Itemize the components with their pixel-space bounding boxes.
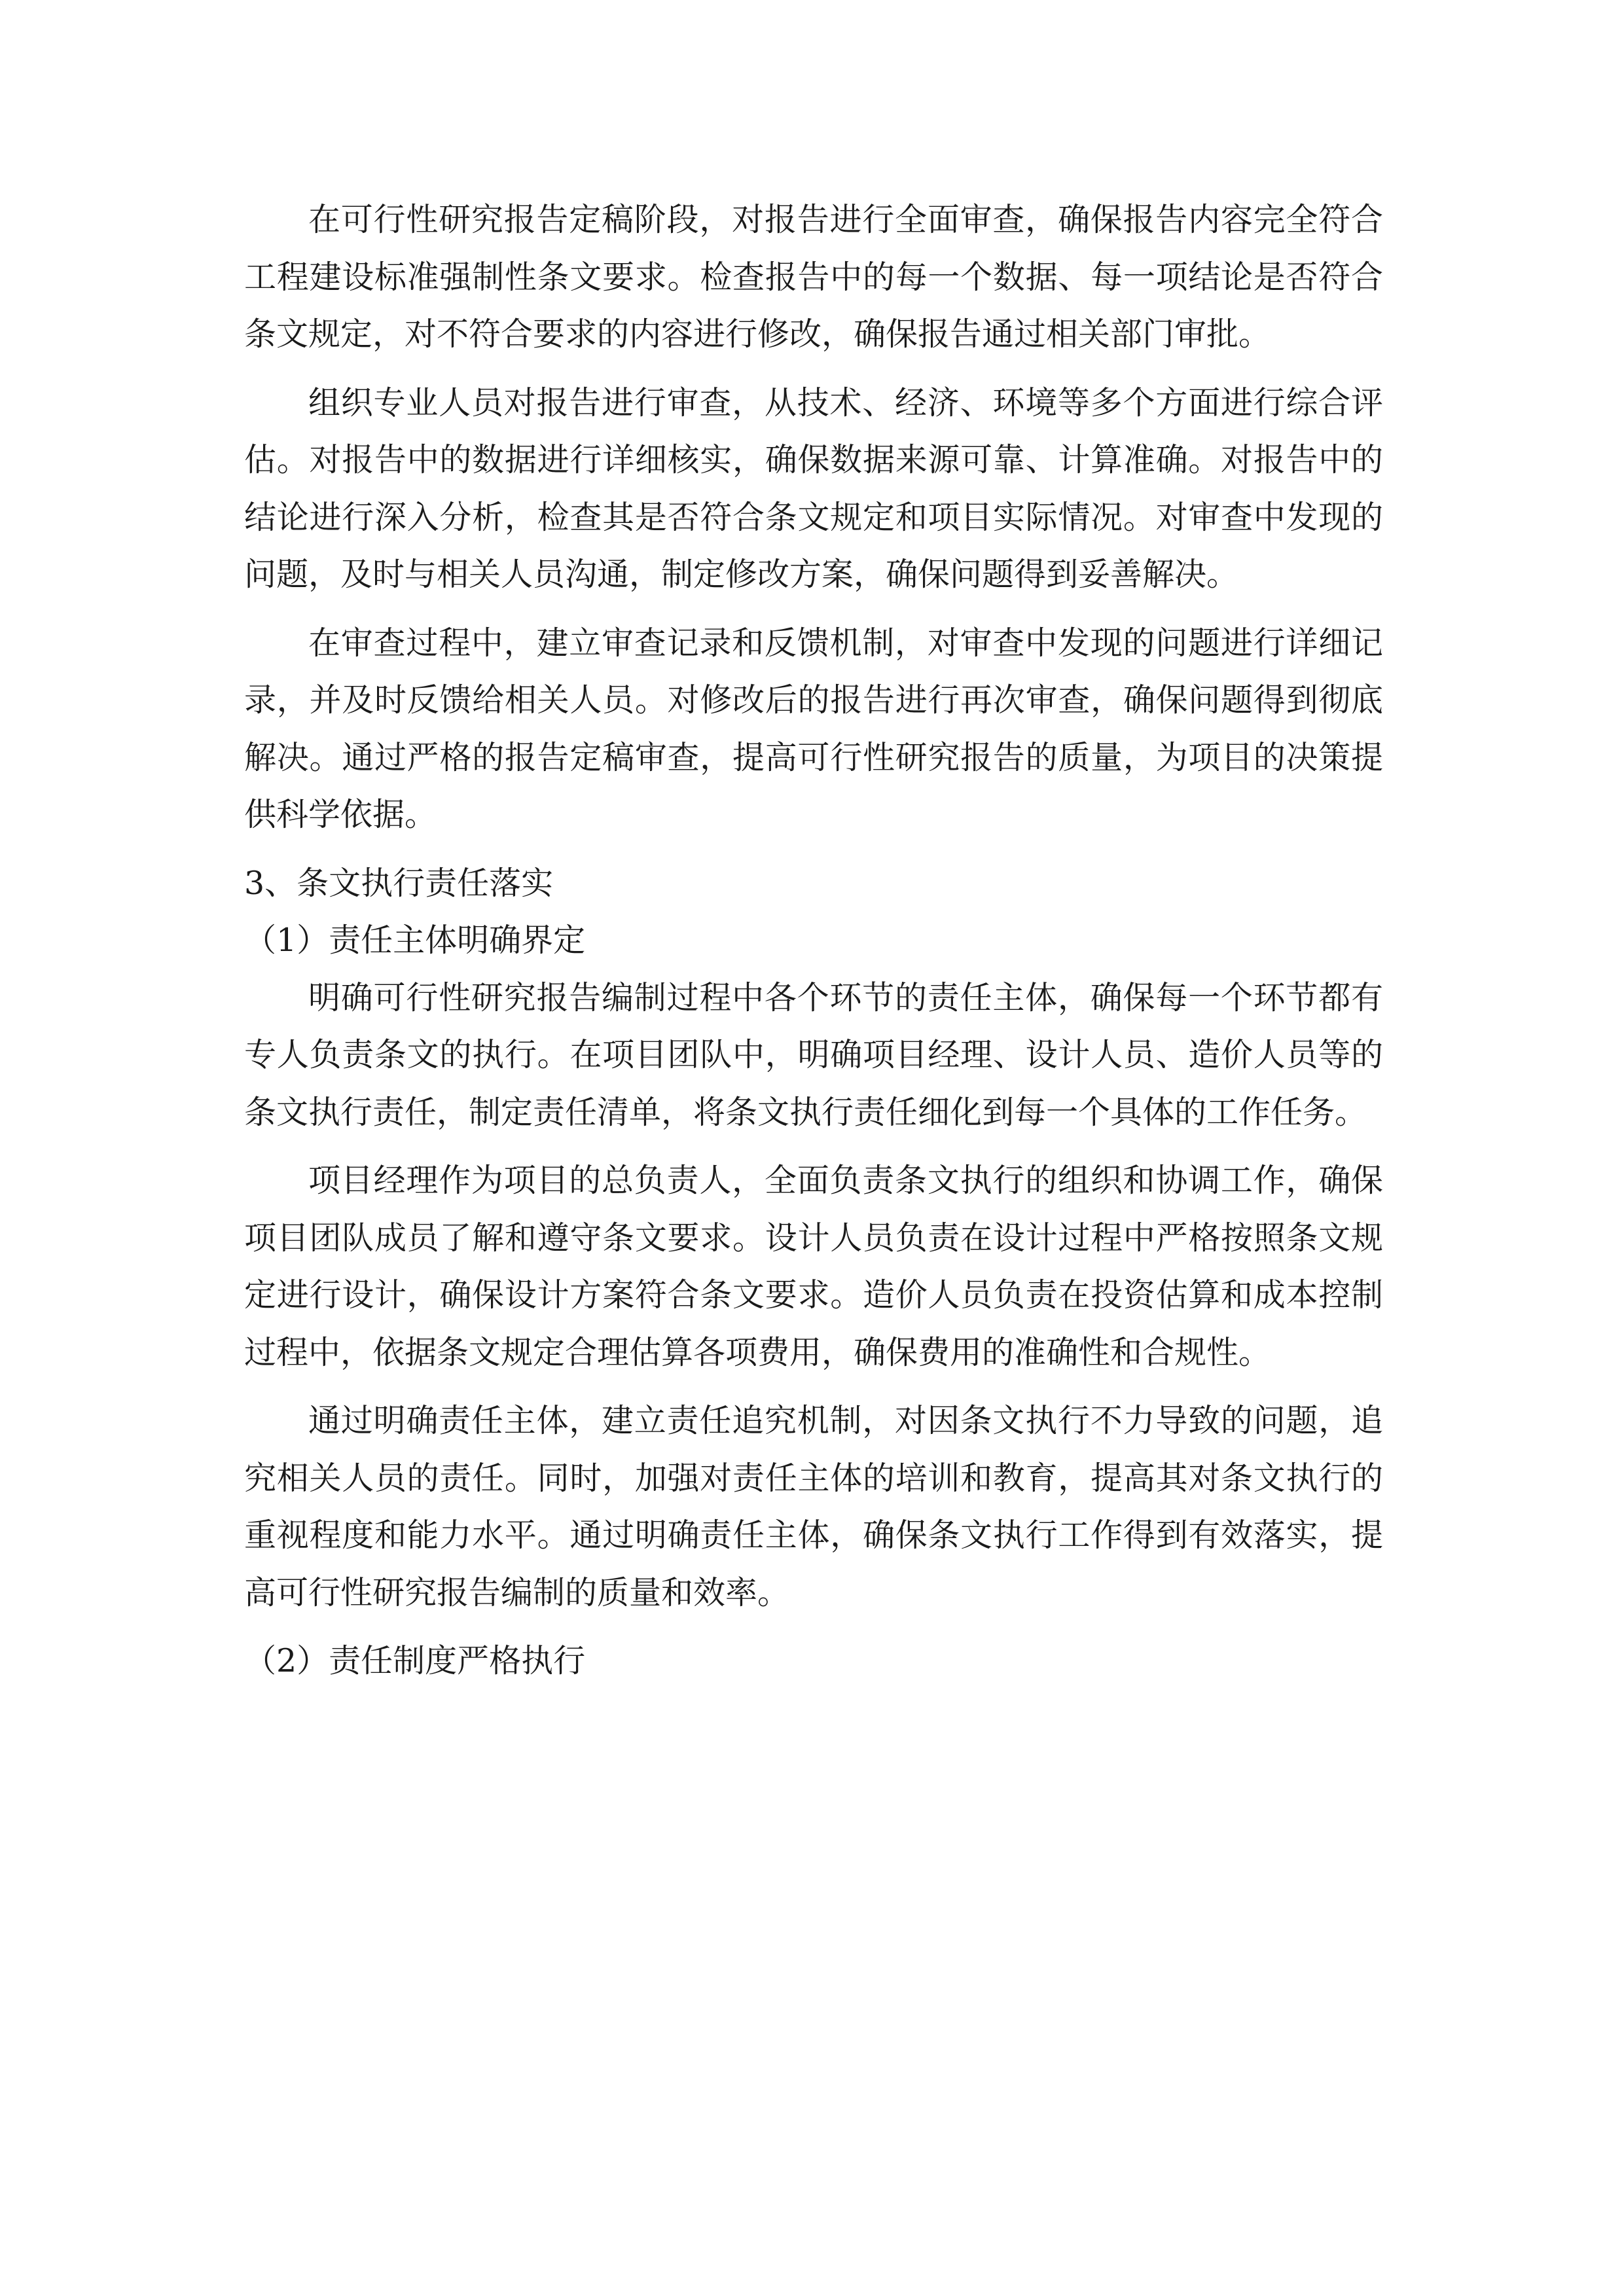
body-paragraph: 在审查过程中，建立审查记录和反馈机制，对审查中发现的问题进行详细记录，并及时反馈给相关人员。对修改后的报告进行再次审查，确保问题得到彻底解决。通过严格的报告定稿审查，提高可行性研究报告的质量，为项目的决策提供科学依据。 <box>244 624 1383 833</box>
body-paragraph: 项目经理作为项目的总负责人，全面负责条文执行的组织和协调工作，确保项目团队成员了解和遵守条文要求。设计人员负责在设计过程中严格按照条文规定进行设计，确保设计方案符合条文要求。造价人员负责在投资估算和成本控制过程中，依据条文规定合理估算各项费用，确保费用的准确性和合规性。 <box>244 1162 1383 1371</box>
document-body <box>244 191 1383 1690</box>
body-paragraph: 明确可行性研究报告编制过程中各个环节的责任主体，确保每一个环节都有专人负责条文的执行。在项目团队中，明确项目经理、设计人员、造价人员等的条文执行责任，制定责任清单，将条文执行责任细化到每一个具体的工作任务。 <box>244 978 1383 1131</box>
body-paragraph: 通过明确责任主体，建立责任追究机制，对因条文执行不力导致的问题，追究相关人员的责任。同时，加强对责任主体的培训和教育，提高其对条文执行的重视程度和能力水平。通过明确责任主体，确保条文执行工作得到有效落实，提高可行性研究报告编制的质量和效率。 <box>244 1402 1383 1611</box>
subsection-heading: （2）责任制度严格执行 <box>244 1642 586 1679</box>
body-paragraph: 组织专业人员对报告进行审查，从技术、经济、环境等多个方面进行综合评估。对报告中的数据进行详细核实，确保数据来源可靠、计算准确。对报告中的结论进行深入分析，检查其是否符合条文规定和项目实际情况。对审查中发现的问题，及时与相关人员沟通，制定修改方案，确保问题得到妥善解决。 <box>244 384 1383 593</box>
subsection-heading: （1）责任主体明确界定 <box>244 922 586 959</box>
body-paragraph: 在可行性研究报告定稿阶段，对报告进行全面审查，确保报告内容完全符合工程建设标准强制性条文要求。检查报告中的每一个数据、每一项结论是否符合条文规定，对不符合要求的内容进行修改，确保报告通过相关部门审批。 <box>244 201 1383 353</box>
section-heading: 3、条文执行责任落实 <box>244 864 554 902</box>
